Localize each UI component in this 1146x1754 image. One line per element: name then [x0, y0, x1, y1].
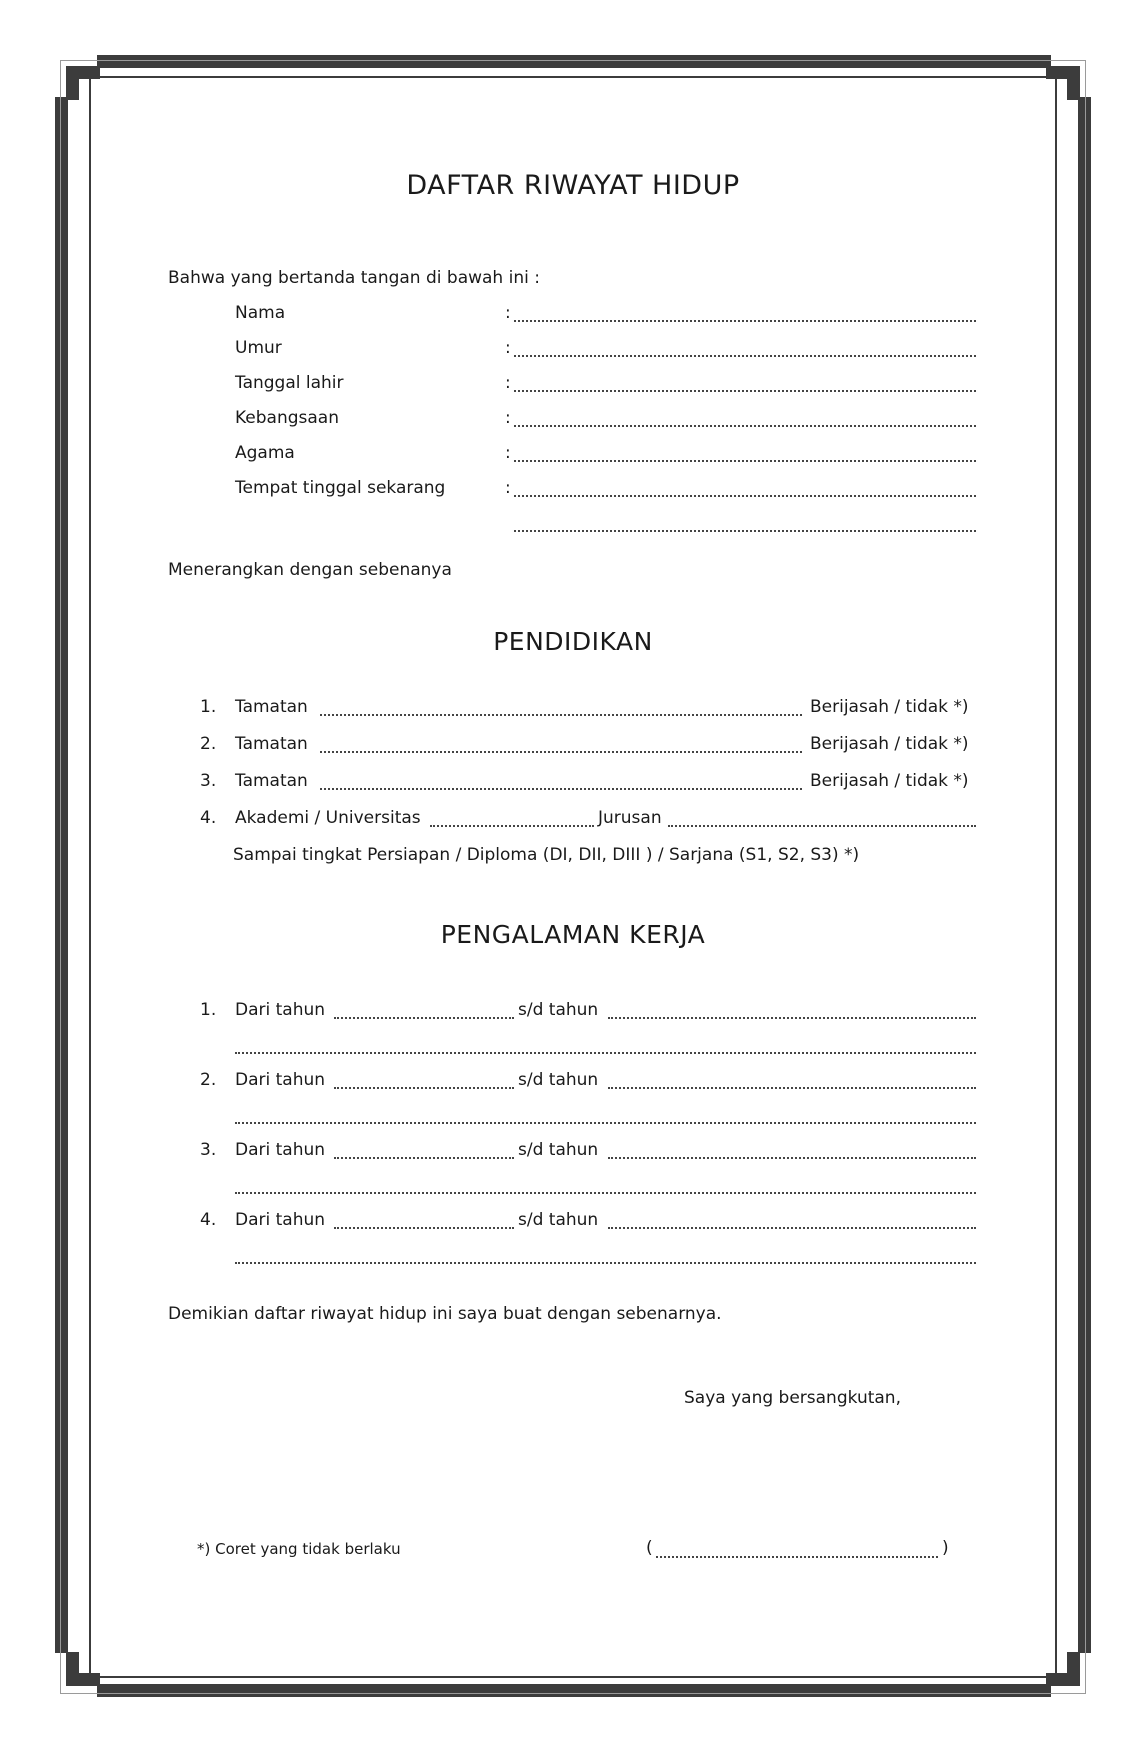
field-label: Umur: [235, 338, 282, 358]
row-number: 4.: [200, 1210, 217, 1230]
field-label: Nama: [235, 303, 286, 323]
row-label: Tamatan: [235, 771, 308, 791]
from-fill-line[interactable]: [334, 1227, 514, 1229]
fill-line[interactable]: [514, 495, 976, 497]
fill-line[interactable]: [514, 320, 976, 322]
row-number: 1.: [200, 697, 217, 717]
field-label: Tempat tinggal sekarang: [235, 478, 446, 498]
description-fill-line[interactable]: [235, 1052, 976, 1054]
level-note: Sampai tingkat Persiapan / Diploma (DI, DII, DIII ) / Sarjana (S1, S2, S3) *): [233, 845, 860, 865]
experience-heading: PENGALAMAN KERJA: [440, 920, 706, 949]
description-fill-line[interactable]: [235, 1262, 976, 1264]
statement-text: Menerangkan dengan sebenanya: [168, 560, 452, 580]
row-suffix: Berijasah / tidak *): [810, 734, 969, 754]
from-label: Dari tahun: [235, 1000, 326, 1020]
field-label: Kebangsaan: [235, 408, 340, 428]
to-label: s/d tahun: [518, 1140, 599, 1160]
intro-text: Bahwa yang bertanda tangan di bawah ini :: [168, 268, 540, 288]
from-fill-line[interactable]: [334, 1087, 514, 1089]
major-label: Jurusan: [598, 808, 662, 828]
fill-line[interactable]: [514, 390, 976, 392]
from-label: Dari tahun: [235, 1210, 326, 1230]
row-label: Tamatan: [235, 734, 308, 754]
major-fill-line[interactable]: [668, 825, 976, 827]
closing-text: Demikian daftar riwayat hidup ini saya buat dengan sebenarnya.: [168, 1304, 722, 1324]
row-number: 3.: [200, 771, 217, 791]
fill-line[interactable]: [514, 355, 976, 357]
signature-label: Saya yang bersangkutan,: [684, 1388, 901, 1408]
row-number: 1.: [200, 1000, 217, 1020]
to-fill-line[interactable]: [608, 1087, 976, 1089]
from-fill-line[interactable]: [334, 1157, 514, 1159]
signature-open-paren: (: [646, 1538, 653, 1558]
fill-line[interactable]: [320, 714, 802, 716]
row-suffix: Berijasah / tidak *): [810, 697, 969, 717]
to-label: s/d tahun: [518, 1000, 599, 1020]
signature-fill-line[interactable]: [656, 1556, 938, 1558]
field-colon: :: [505, 478, 511, 498]
row-label: Akademi / Universitas: [235, 808, 421, 828]
fill-line[interactable]: [320, 751, 802, 753]
to-fill-line[interactable]: [608, 1157, 976, 1159]
row-label: Tamatan: [235, 697, 308, 717]
row-suffix: Berijasah / tidak *): [810, 771, 969, 791]
fill-line[interactable]: [514, 425, 976, 427]
field-colon: :: [505, 373, 511, 393]
description-fill-line[interactable]: [235, 1122, 976, 1124]
from-fill-line[interactable]: [334, 1017, 514, 1019]
field-colon: :: [505, 408, 511, 428]
field-colon: :: [505, 338, 511, 358]
university-fill-line[interactable]: [430, 825, 594, 827]
fill-line[interactable]: [514, 460, 976, 462]
row-number: 4.: [200, 808, 217, 828]
document-title: DAFTAR RIWAYAT HIDUP: [406, 170, 740, 201]
row-number: 3.: [200, 1140, 217, 1160]
from-label: Dari tahun: [235, 1140, 326, 1160]
row-number: 2.: [200, 1070, 217, 1090]
field-label: Tanggal lahir: [235, 373, 344, 393]
fill-line-continued[interactable]: [514, 530, 976, 532]
from-label: Dari tahun: [235, 1070, 326, 1090]
field-label: Agama: [235, 443, 295, 463]
description-fill-line[interactable]: [235, 1192, 976, 1194]
field-colon: :: [505, 303, 511, 323]
signature-close-paren: ): [942, 1538, 949, 1558]
to-fill-line[interactable]: [608, 1017, 976, 1019]
education-heading: PENDIDIKAN: [493, 627, 653, 656]
field-colon: :: [505, 443, 511, 463]
row-number: 2.: [200, 734, 217, 754]
to-fill-line[interactable]: [608, 1227, 976, 1229]
to-label: s/d tahun: [518, 1210, 599, 1230]
fill-line[interactable]: [320, 788, 802, 790]
footnote: *) Coret yang tidak berlaku: [197, 1540, 401, 1558]
to-label: s/d tahun: [518, 1070, 599, 1090]
